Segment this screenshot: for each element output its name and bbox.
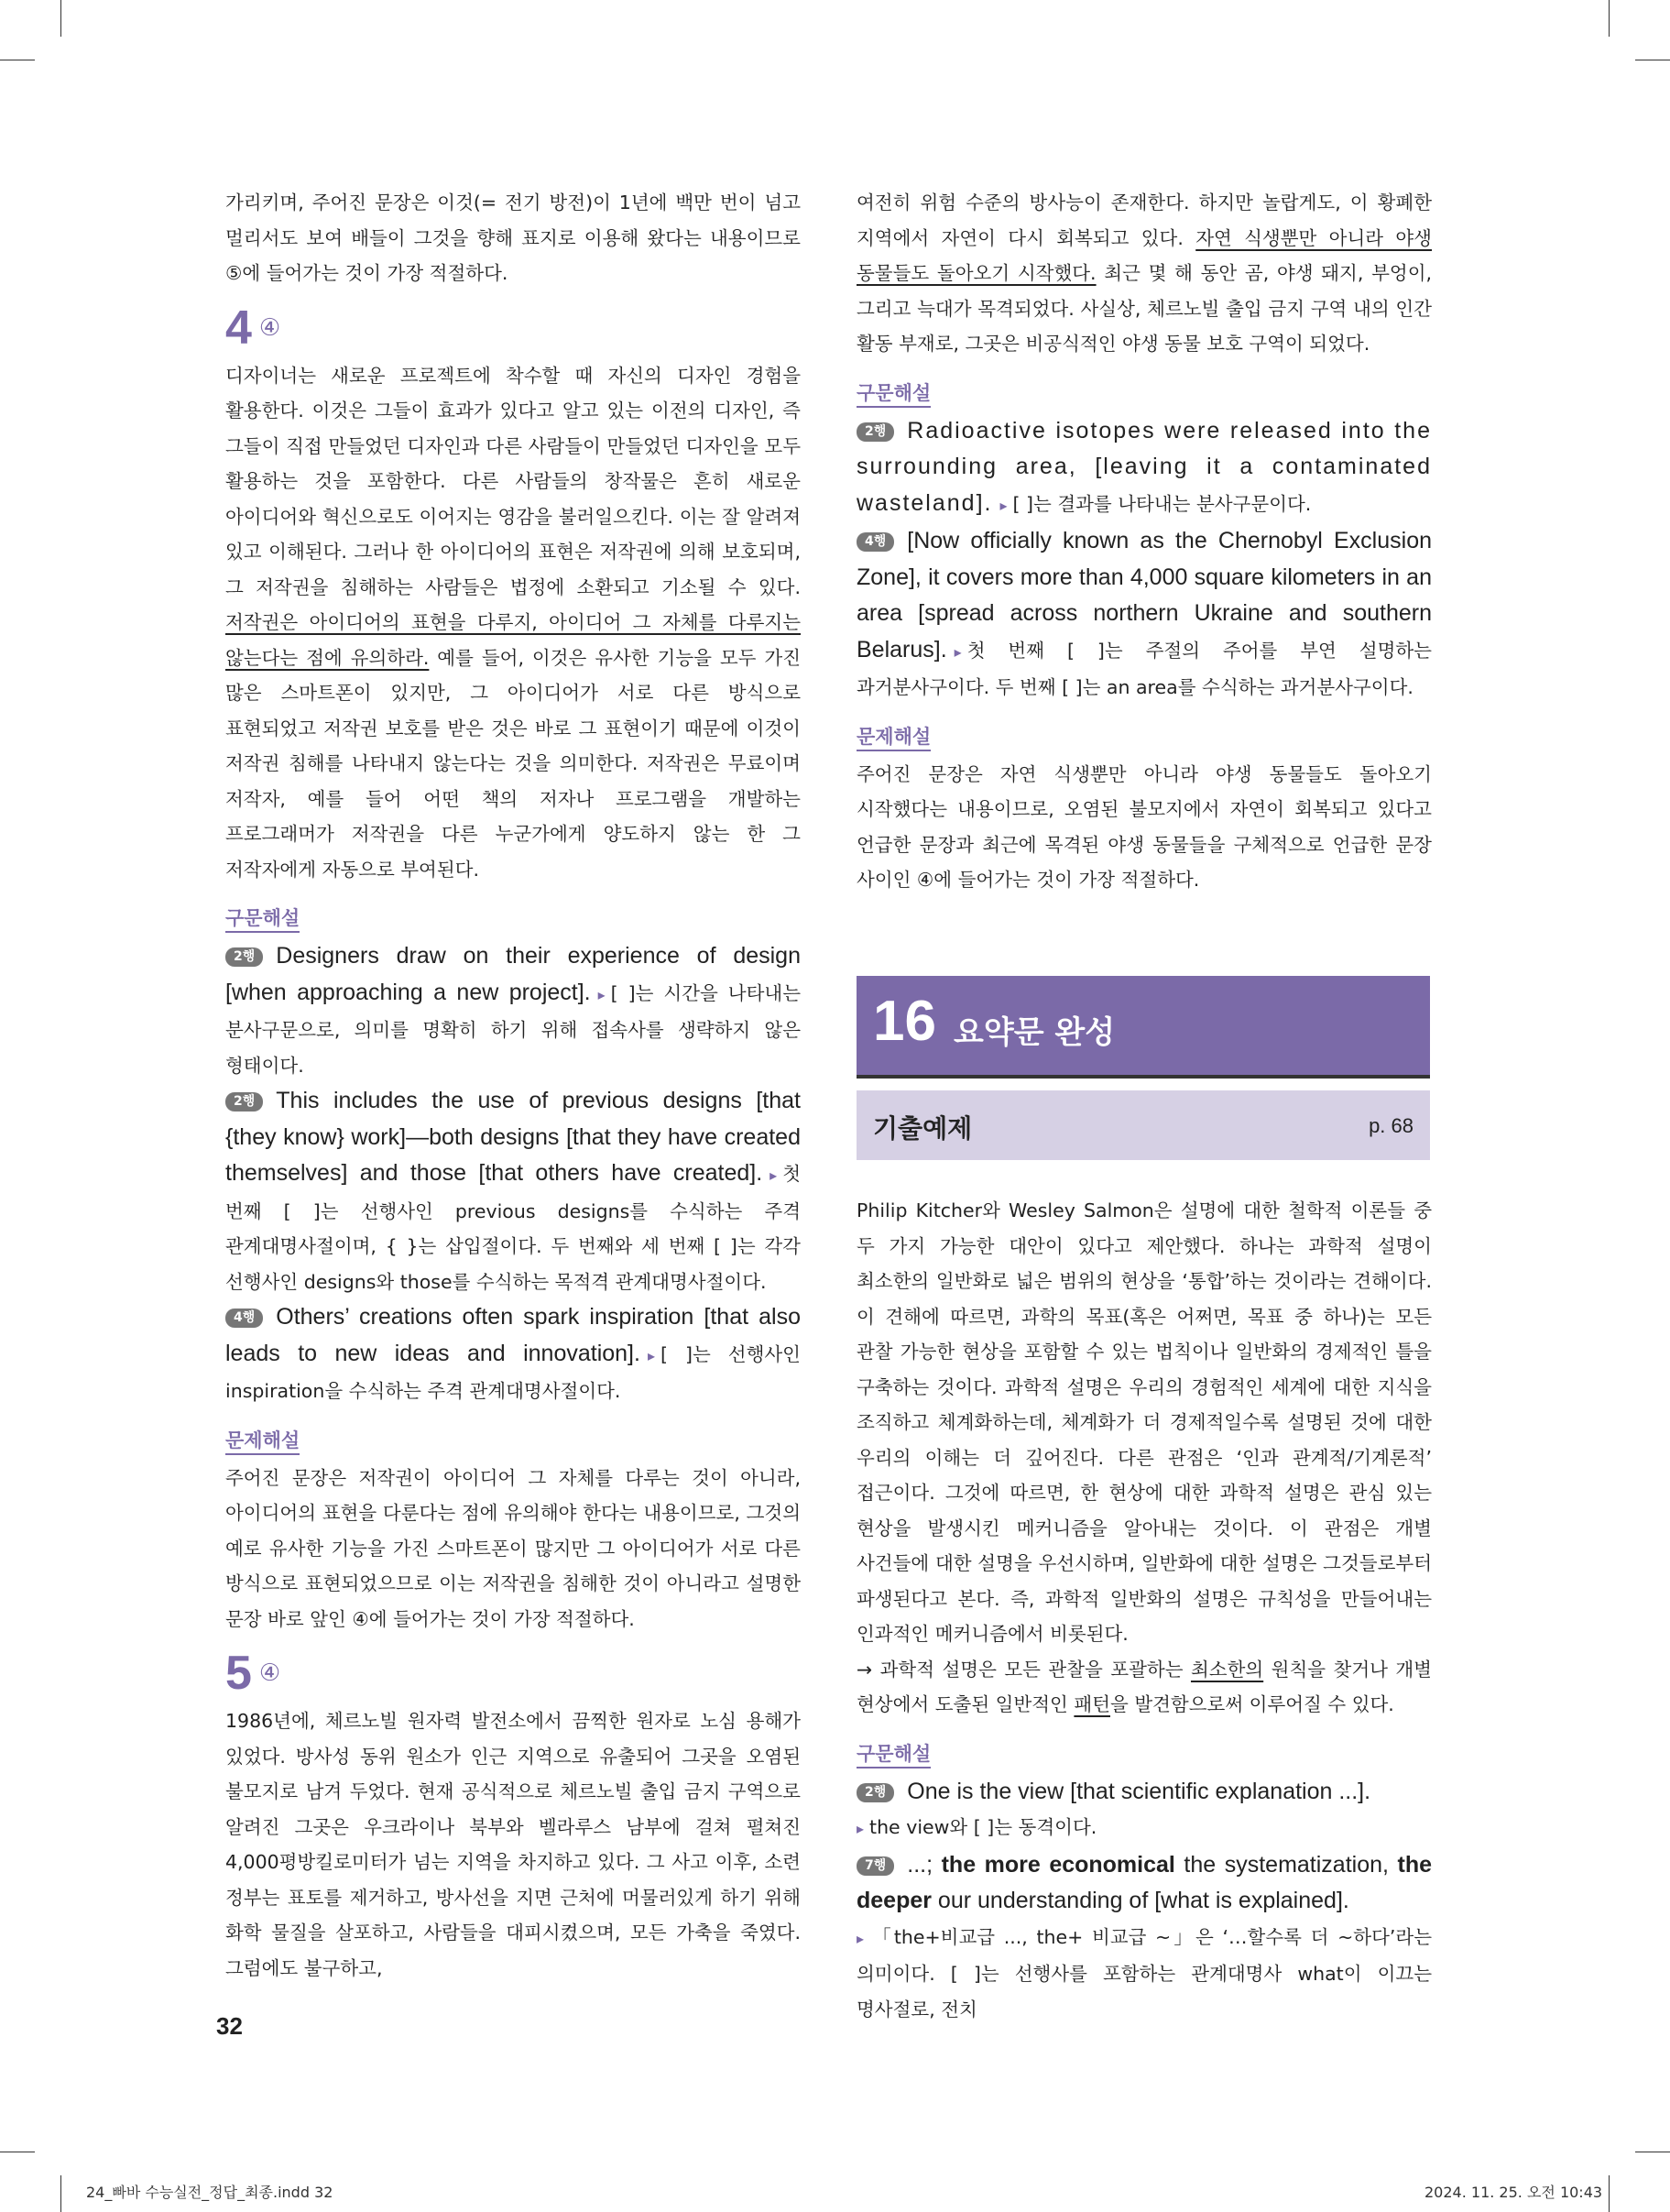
q5-answer: ④ (258, 1659, 281, 1687)
section16-body (857, 1193, 1432, 2027)
s16-summary (857, 1652, 1432, 1723)
syntax-english-part: ...; (907, 1851, 942, 1878)
line-badge: 4행 (225, 1309, 263, 1328)
summary-part: → 과학적 설명은 모든 관찰을 포괄하는 (857, 1658, 1191, 1681)
s16-translation: Philip Kitcher와 Wesley Salmon은 설명에 대한 철학적 이론들 중 두 가지 가능한 대안이 있다고 제안했다. 하나는 과학적 설명이 최소한의 일반화로 넓은 범위의 현상을 ‘통합’하는 것이라는 견해이다. 이 견해에 따르면, 과학의 목표(혹은 어쩌면, 목표 중 하나)는 모든 관찰 가능한 현상을 포함할 수 있는 법칙이나 일반화의 경제적인 틀을 구축하는 것이다. 과학적 설명은 우리의 경험적인 세계에 대한 지식을 조직하고 체계화하는데, 체계화가 더 경제적일수록 설명된 것에 대한 우리의 이해는 더 깊어진다. 다른 관점은 ‘인과 관계적/기계론적’ 접근이다. 그것에 따르면, 한 현상에 대한 과학적 설명은 관심 있는 현상을 발생시킨 메커니즘을 알아내는 것이다. 이 관점은 개별 사건들에 대한 설명을 우선시하며, 일반화에 대한 설명은 그것들로부터 파생된다고 본다. 즉, 과학적 일반화의 설명은 규칙성을 만들어내는 인과적인 메커니즘에서 비롯된다. (857, 1199, 1432, 1645)
q5-translation-cont (857, 185, 1432, 362)
q3-solution-end: 가리키며, 주어진 문장은 이것(= 전기 방전)이 1년에 백만 번이 넘고 멀리서도 보여 배들이 그것을 향해 표지로 이용해 왔다는 내용이므로 ⑤에 들어가는 것이 가장 적절하다. (225, 192, 801, 284)
q5-translation-part: 최근 몇 해 동안 곰, 야생 돼지, 부엉이, 그리고 늑대가 목격되었다. 사실상, 체르노빌 출입 금지 구역 내의 인간 활동 부재로, 그곳은 비공식적인 야생 동물 보호 구역이 되었다. (857, 262, 1433, 355)
s16-syntax-item (857, 1774, 1432, 1847)
exam-label: 기출예제 (873, 1113, 973, 1144)
line-badge: 7행 (857, 1856, 894, 1876)
q4-heading (225, 301, 801, 355)
summary-part: 을 발견함으로써 이루어질 수 있다. (1110, 1693, 1394, 1715)
q5-syntax-item (857, 413, 1432, 524)
syntax-english: This includes the use of previous designs [that {they know} work]—both designs [that they have created themselves] and those [that others have created]. (225, 1088, 801, 1186)
q4-translation-part: 디자이너는 새로운 프로젝트에 착수할 때 자신의 디자인 경험을 활용한다. 이것은 그들이 효과가 있다고 알고 있는 이전의 디자인, 즉 그들이 직접 만들었던 디자인과 다른 사람들이 만들었던 디자인을 모두 활용하는 것을 포함한다. 다른 사람들의 창작물은 흔히 새로운 아이디어와 혁신으로도 이어지는 영감을 불러일으킨다. 이는 잘 알려져 있고 이해된다. 그러나 한 아이디어의 표현은 저작권에 의해 보호되며, 그 저작권을 침해하는 사람들은 법정에 소환되고 기소될 수 있다. (225, 364, 801, 598)
triangle-icon: ▸ (857, 1929, 865, 1947)
syntax-english: Others’ creations often spark inspiration [that also leads to new ideas and innovation]. (225, 1304, 801, 1366)
q4-translation-underlined: 저작권은 아이디어의 표현을 다루지, 아이디어 그 자체를 다루지는 않는다는 점에 유의하라. (225, 611, 801, 669)
q5-translation-part: 여전히 위험 수준의 방사능이 존재한다. 하지만 놀랍게도, 이 황폐한 지역에서 자연이 다시 회복되고 있다. (857, 192, 1432, 249)
syntax-english: Designers draw on their experience of design [when approaching a new project]. (225, 943, 801, 1005)
syntax-english: One is the view [that scientific explanation ...]. (907, 1778, 1371, 1804)
triangle-icon: ▸ (857, 1820, 865, 1837)
exam-header (857, 1090, 1430, 1160)
q5-solution-label: 문제해설 (857, 724, 931, 751)
q5-solution: 주어진 문장은 자연 식생뿐만 아니라 야생 동물들도 돌아오기 시작했다는 내용이므로, 오염된 불모지에서 자연이 회복되고 있다고 언급한 문장과 최근에 목격된 야생 동물들을 구체적으로 언급한 문장 사이인 ④에 들어가는 것이 가장 적절하다. (857, 762, 1432, 891)
q4-answer: ④ (258, 313, 281, 342)
syntax-english: Radioactive isotopes were released into the surrounding area, [leaving it a contaminated wasteland]. (857, 417, 1432, 516)
summary-blank-answer: 패턴 (1074, 1693, 1110, 1715)
s16-syntax-item (857, 1847, 1432, 2028)
q5-heading (225, 1647, 801, 1700)
syntax-english-bold: the deeper (857, 1851, 1432, 1913)
syntax-english-part: our understanding of [what is explained]. (931, 1888, 1349, 1913)
exam-page-ref: p. 68 (1369, 1114, 1413, 1137)
triangle-icon: ▸ (954, 642, 962, 661)
slug-filename: 24_빠바 수능실전_정답_최종.indd 32 (86, 2184, 333, 2201)
section-header (857, 976, 1430, 1079)
page-number: 32 (216, 2012, 243, 2040)
q4-translation-part: 예를 들어, 이것은 유사한 기능을 모두 가진 많은 스마트폰이 있지만, 그 아이디어가 서로 다른 방식으로 표현되었고 저작권 보호를 받은 것은 바로 그 표현이기 때문에 이것이 저작권 침해를 나타내지 않는다는 것을 의미한다. 저작권은 무료이며 저작자, 예를 들어 어떤 책의 저자나 프로그램을 개발하는 프로그래머가 저작권을 다른 누군가에게 양도하지 않는 한 그 저작자에게 자동으로 부여된다. (225, 646, 801, 881)
syntax-korean: 첫 번째 [ ]는 주절의 주어를 부연 설명하는 과거분사구이다. 두 번째 [ ]는 an area를 수식하는 과거분사구이다. (857, 639, 1432, 698)
syntax-english (857, 1852, 1432, 1914)
left-column (225, 185, 801, 1986)
syntax-korean: 「the+비교급 ..., the+ 비교급 ~」은 ‘…할수록 더 ~하다’라는 의미이다. [ ]는 선행사를 포함하는 관계대명사 what이 이끄는 명사절로, 전치 (857, 1925, 1432, 2020)
syntax-english-bold: the more economical (941, 1851, 1175, 1878)
triangle-icon: ▸ (597, 985, 606, 1003)
q4-solution-label: 문제해설 (225, 1428, 300, 1455)
syntax-english-part: the systematization, (1174, 1851, 1398, 1878)
summary-blank-answer: 최소한의 (1190, 1658, 1264, 1681)
q4-syntax-label: 구문해설 (225, 905, 300, 933)
line-badge: 2행 (857, 422, 894, 442)
q4-translation (225, 358, 801, 888)
syntax-korean: 첫 번째 [ ]는 선행사인 previous designs를 수식하는 주격 관계대명사절이며, { }는 삽입절이다. 두 번째와 세 번째 [ ]는 각각 선행사인 designs와 those를 수식하는 목적격 관계대명사절이다. (225, 1163, 801, 1293)
syntax-english: [Now officially known as the Chernobyl Exclusion Zone], it covers more than 4,000 square kilometers in an area [spread across northern Ukraine and southern Belarus]. (857, 528, 1432, 663)
q5-syntax-label: 구문해설 (857, 380, 931, 408)
line-badge: 2행 (225, 947, 263, 967)
q4-syntax-item (225, 1299, 801, 1409)
syntax-korean: the view와 [ ]는 동격이다. (869, 1816, 1097, 1838)
right-column (857, 185, 1432, 898)
s16-syntax-label: 구문해설 (857, 1741, 931, 1769)
q4-syntax-item (225, 938, 801, 1083)
q4-syntax-item (225, 1083, 801, 1299)
line-badge: 2행 (225, 1092, 263, 1111)
summary-part: 원칙을 찾거나 개별 현상에서 도출된 일반적인 (857, 1658, 1432, 1715)
section-title: 요약문 완성 (954, 1014, 1116, 1051)
syntax-korean: [ ]는 선행사인 inspiration을 수식하는 주격 관계대명사절이다. (225, 1342, 801, 1402)
line-badge: 4행 (857, 532, 894, 552)
triangle-icon: ▸ (770, 1166, 778, 1184)
q5-syntax-item (857, 523, 1432, 706)
slug-datetime: 2024. 11. 25. 오전 10:43 (1424, 2184, 1603, 2201)
triangle-icon: ▸ (647, 1346, 655, 1364)
triangle-icon: ▸ (999, 496, 1008, 514)
q4-number: 4 (225, 301, 252, 355)
q5-translation: 1986년에, 체르노빌 원자력 발전소에서 끔찍한 원자로 노심 용해가 있었다. 방사성 동위 원소가 인근 지역으로 유출되어 그곳을 오염된 불모지로 남겨 두었다. 현재 공식적으로 체르노빌 출입 금지 구역으로 알려진 그곳은 우크라이나 북부와 벨라루스 남부에 걸쳐 펼쳐진 4,000평방킬로미터가 넘는 지역을 차지하고 있다. 그 사고 이후, 소련 정부는 표토를 제거하고, 방사선을 지면 근처에 머물러있게 하기 위해 화학 물질을 살포하고, 사람들을 대피시켰으며, 모든 가축을 죽였다. 그럼에도 불구하고, (225, 1710, 801, 1979)
q4-solution: 주어진 문장은 저작권이 아이디어 그 자체를 다루는 것이 아니라, 아이디어의 표현을 다룬다는 점에 유의해야 한다는 내용이므로, 그것의 예로 유사한 기능을 가진 스마트폰이 많지만 그 아이디어가 서로 다른 방식으로 표현되었으므로 이는 저작권을 침해한 것이 아니라고 설명한 문장 바로 앞인 ④에 들어가는 것이 가장 적절하다. (225, 1466, 801, 1630)
section-number: 16 (873, 990, 936, 1053)
syntax-korean: [ ]는 결과를 나타내는 분사구문이다. (1012, 492, 1312, 515)
line-badge: 2행 (857, 1783, 894, 1802)
q5-translation-underlined: 자연 식생뿐만 아니라 야생 동물들도 돌아오기 시작했다. (857, 226, 1432, 284)
q5-number: 5 (225, 1647, 252, 1700)
syntax-korean: [ ]는 시간을 나타내는 분사구문으로, 의미를 명확히 하기 위해 접속사를 생략하지 않은 형태이다. (225, 981, 801, 1077)
